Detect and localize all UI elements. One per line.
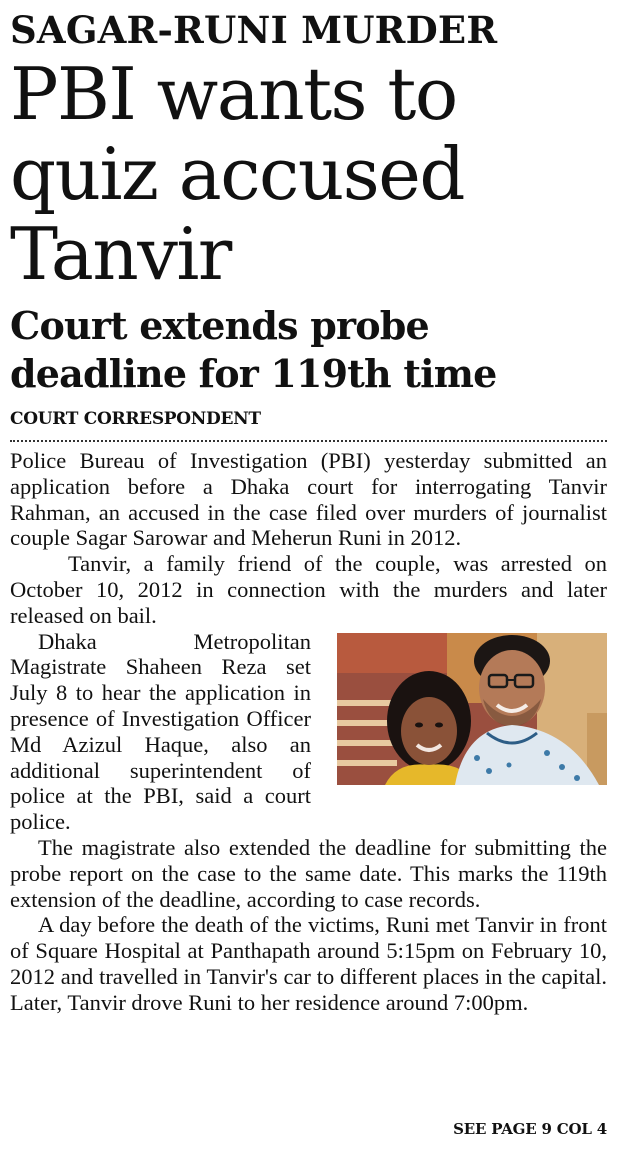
paragraph-1: Police Bureau of Investigation (PBI) yesterday submitted an application before a Dhaka court for interrogating Tanvir Rahman, an accused in the case filed over murders of journalist couple Sagar Sarowar and Meherun Runi in 2012. [10,448,607,551]
couple-portrait-photo [337,633,607,785]
article-byline: COURT CORRESPONDENT [10,409,261,429]
paragraph-4: The magistrate also extended the deadline for submitting the probe report on the case to the same date. This marks the 119th extension of the deadline, according to case records. [10,834,607,912]
paragraph-3: Dhaka Metropolitan Magistrate Shaheen Reza set July 8 to hear the application in presence of Investigation Officer Md Azizul Haque, also an additional superintendent of police at the PBI, said a court police. [10,628,311,835]
paragraph-5: A day before the death of the victims, Runi met Tanvir in front of Square Hospital at Panthapath around 5:15pm on February 10, 2012 and travelled in Tanvir's car to different places in the capital. Later, Tanvir drove Runi to her residence around 7:00pm. [10,912,607,1015]
article-headline: PBI wants to quiz accused Tanvir [10,52,464,296]
article [10,8,607,1016]
photo-illustration [337,633,607,785]
paragraph-2: Tanvir, a family friend of the couple, was arrested on October 10, 2012 in connection with the murders and later released on bail. [10,551,607,628]
article-body [10,448,607,1016]
continuation-reference: SEE PAGE 9 COL 4 [453,1120,607,1138]
dotted-divider [10,440,607,442]
article-subheadline: Court extends probe deadline for 119th time [10,303,497,396]
article-kicker: SAGAR-RUNI MURDER [10,8,498,52]
